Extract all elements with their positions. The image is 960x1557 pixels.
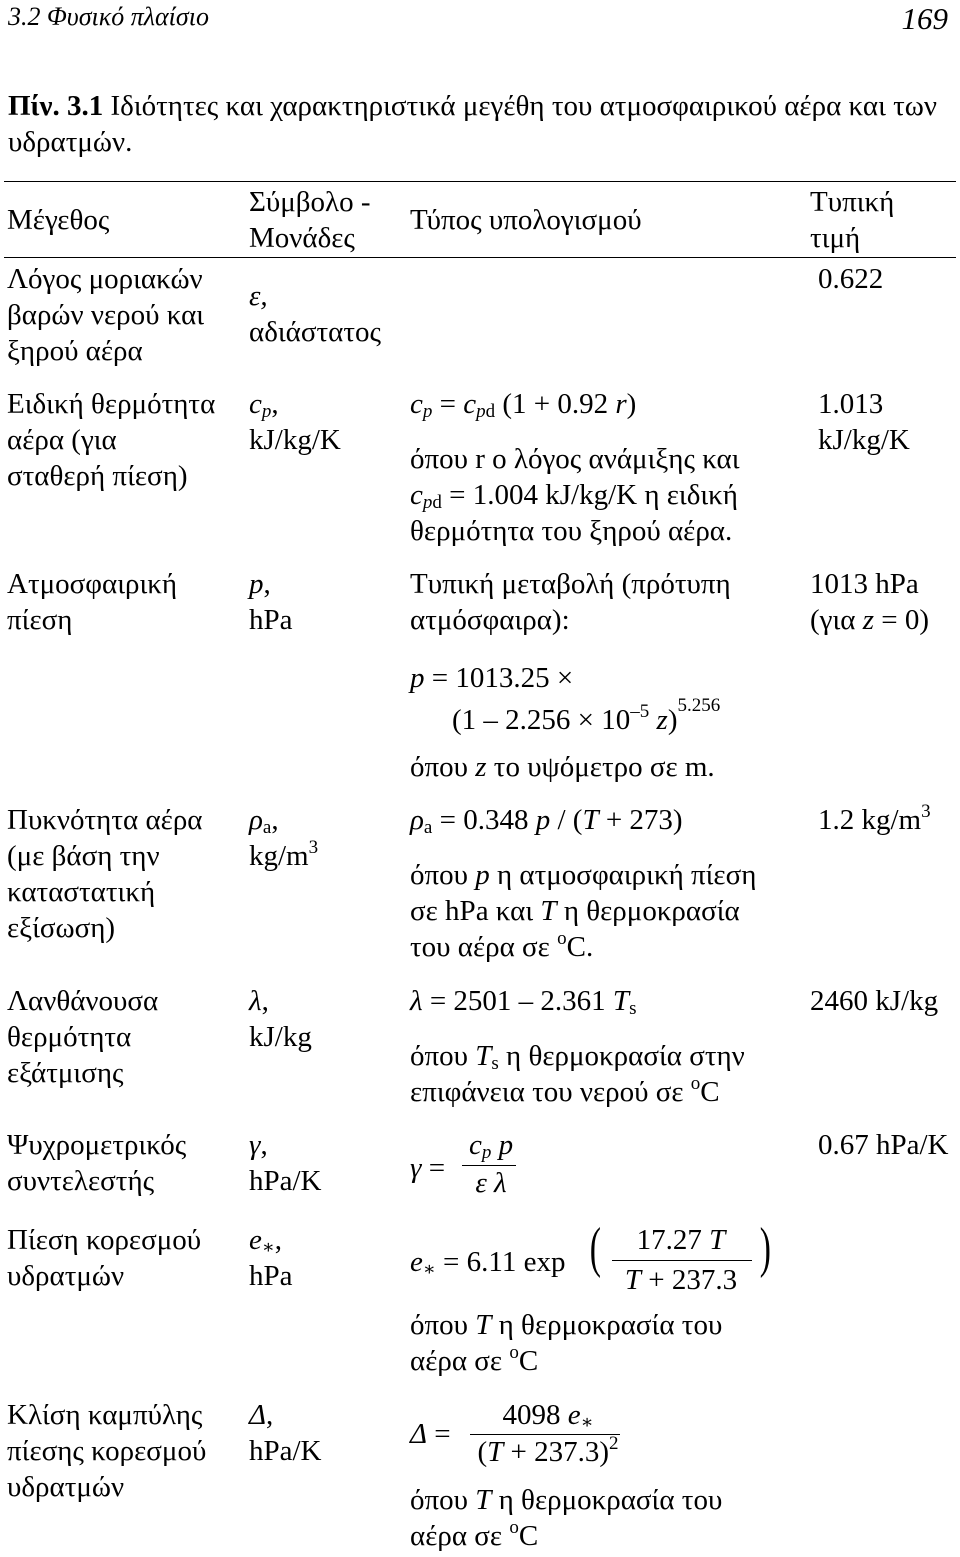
row3-f-line1: Τυπική μεταβολή (πρότυπη [410, 568, 731, 600]
row4-formula-eq: $\rho_a = 0.348$ p / (T + 273) [410, 804, 683, 838]
row5-s-line2: kJ/kg [249, 1021, 312, 1053]
row6-formula-lhs: γ = [410, 1152, 446, 1184]
row7-left-paren: ( [589, 1217, 601, 1279]
row1-q-line1: Λόγος μοριακών [7, 263, 203, 295]
header-symbol-line2: Μονάδες [249, 222, 355, 254]
row7-formula-lhs: $e_∗ = 6.11$ exp [410, 1246, 566, 1280]
row8-frac-num: 4098 $e_∗$ [502, 1399, 594, 1433]
row7-frac-bar [612, 1260, 752, 1261]
row4-q-line3: καταστατική [7, 876, 156, 908]
row3-s-line1: p, [249, 568, 271, 600]
row2-formula-note1: όπου r ο λόγος ανάμιξης και [410, 443, 740, 475]
row4-value: 1.2 $kg/m^3$ [818, 801, 931, 836]
header-symbol [249, 184, 371, 256]
row5-q-line1: Λανθάνουσα [7, 985, 159, 1017]
row4-s-unit: kg/m [249, 840, 309, 872]
row7-q-line1: Πίεση κορεσμού [7, 1224, 202, 1256]
row1-value: 0.622 [818, 263, 884, 295]
row8-q-line1: Κλίση καμπύλης [7, 1399, 203, 1431]
caption-label: Πίν. 3.1 [8, 90, 104, 122]
row8-q-line2: πίεσης κορεσμού [7, 1435, 207, 1467]
row2-formula-note3: θερμότητα του ξηρού αέρα. [410, 515, 733, 547]
row2-q-line2: αέρα (για [7, 424, 117, 456]
row6-frac-num: $c_p$ p [468, 1129, 514, 1163]
row6-value: 0.67 hPa/K [818, 1129, 949, 1161]
row8-frac-den: $(T + 237.3)^2$ [477, 1433, 619, 1468]
table-caption [8, 88, 953, 160]
row7-note-line1: όπου T η θερμοκρασία του [410, 1309, 723, 1341]
row5-eq-text: = 2501 – 2.361 [429, 985, 606, 1017]
row7-den-text: + 237.3 [648, 1264, 738, 1296]
row2-formula-eq: $c_p = c_{pd}$ (1 + 0.92 r) [410, 388, 637, 422]
row3-quantity [7, 566, 177, 638]
row6-s-line1: γ, [249, 1129, 268, 1161]
row6-q-line2: συντελεστής [7, 1165, 155, 1197]
row5-value: 2460 kJ/kg [810, 985, 939, 1017]
row8-s-line2: hPa/K [249, 1435, 322, 1467]
row2-value [818, 386, 910, 458]
row5-q-line3: εξάτμισης [7, 1057, 124, 1089]
row8-den-text: + 237.3) [510, 1436, 610, 1468]
row3-eq2-exp: –5 [630, 701, 650, 722]
row4-q-line4: εξίσωση) [7, 912, 116, 944]
row3-q-line2: πίεση [7, 604, 73, 636]
row3-formula-text [410, 566, 731, 638]
row8-note-line1: όπου T η θερμοκρασία του [410, 1484, 723, 1516]
row2-formula-note2: $c_{pd} = 1.004$ kJ/kg/K η ειδική [410, 479, 738, 513]
row3-eq2-text: (1 – 2.256 × 10 [452, 704, 631, 736]
row1-s-line2: αδιάστατος [249, 316, 381, 348]
row3-eq1-text: = 1013.25 × [431, 662, 574, 694]
row2-note2-text: = 1.004 kJ/kg/K η ειδική [449, 479, 738, 511]
row8-note-line2: αέρα σε $^o$C [410, 1517, 539, 1552]
row2-v-line2: kJ/kg/K [818, 424, 910, 456]
row7-s-line1: $e_∗$, [249, 1224, 283, 1258]
row8-num-text: 4098 [502, 1399, 561, 1431]
header-value-line2: τιμή [810, 222, 861, 254]
row2-s-line1: $c_p$, [249, 388, 279, 422]
row7-eq-text: = 6.11 exp [443, 1246, 566, 1278]
table-top-rule [4, 181, 956, 182]
row4-symbol [249, 802, 318, 874]
header-quantity: Μέγεθος [7, 204, 110, 236]
row2-s-line2: kJ/kg/K [249, 424, 341, 456]
section-header: 3.2 Φυσικό πλαίσιο [8, 2, 209, 31]
row6-symbol [249, 1127, 322, 1199]
row2-symbol [249, 386, 341, 458]
row2-q-line1: Ειδική θερμότητα [7, 388, 216, 420]
row1-q-line2: βαρών νερού και [7, 299, 205, 331]
row7-s-line2: hPa [249, 1260, 293, 1292]
row4-q-line2: (με βάση την [7, 840, 160, 872]
row7-note-line2: αέρα σε $^o$C [410, 1342, 539, 1377]
row1-q-line3: ξηρού αέρα [7, 335, 143, 367]
row7-frac-num: 17.27 T [636, 1224, 726, 1256]
row3-eq2-exp2: 5.256 [677, 695, 721, 716]
row7-quantity [7, 1222, 201, 1294]
row2-v-line1: 1.013 [818, 388, 884, 420]
row6-quantity [7, 1127, 186, 1199]
row3-q-line1: Ατμοσφαιρική [7, 568, 178, 600]
row7-formula-note [410, 1307, 722, 1379]
row5-formula-note [410, 1038, 745, 1110]
row5-q-line2: θερμότητα [7, 1021, 132, 1053]
row4-s-line2: $kg/m^3$ [249, 837, 319, 872]
row2-quantity [7, 386, 215, 494]
header-value-line1: Τυπική [810, 186, 895, 218]
row7-right-paren: ) [759, 1217, 771, 1279]
row8-symbol [249, 1397, 322, 1469]
row3-v-line1: 1013 hPa [810, 568, 919, 600]
row4-note-line1: όπου p η ατμοσφαιρική πίεση [410, 859, 757, 891]
row8-quantity [7, 1397, 206, 1505]
row3-value [810, 566, 929, 638]
row4-q-line1: Πυκνότητα αέρα [7, 804, 203, 836]
row5-formula-eq: λ = 2501 – 2.361 $T_s$ [410, 985, 637, 1019]
row6-s-line2: hPa/K [249, 1165, 322, 1197]
row3-v-line2: (για z = 0) [810, 604, 930, 636]
row5-symbol [249, 983, 312, 1055]
row6-q-line1: Ψυχρομετρικός [7, 1129, 187, 1161]
row5-note-line2: επιφάνεια του νερού σε $^o$C [410, 1073, 720, 1108]
row5-note-line1: όπου $T_s$ η θερμοκρασία στην [410, 1040, 745, 1074]
row4-note-line3: του αέρα σε $^o$C. [410, 928, 594, 963]
row4-quantity [7, 802, 202, 946]
row8-q-line3: υδρατμών [7, 1471, 125, 1503]
row5-s-line1: λ, [249, 985, 269, 1017]
caption-text: Ιδιότητες και χαρακτηριστικά μεγέθη του ατμοσφαιρικού αέρα και των υδρατμών. [8, 90, 937, 158]
row7-q-line2: υδρατμών [7, 1260, 125, 1292]
row3-formula-eq2: ($1 - 2.256 \times 10^{-5}$ z)$^{5.256}$ [452, 695, 721, 736]
header-formula: Τύπος υπολογισμού [410, 204, 642, 236]
header-symbol-line1: Σύμβολο - [249, 186, 371, 218]
row1-symbol [249, 278, 381, 350]
row6-frac-den: ε λ [475, 1167, 507, 1199]
row7-frac-den: T + 237.3 [624, 1264, 738, 1296]
row1-quantity [7, 261, 204, 369]
row4-v-text: 1.2 kg/m [818, 804, 922, 836]
row3-s-line2: hPa [249, 604, 293, 636]
row4-note-line2: σε hPa και T η θερμοκρασία [410, 895, 740, 927]
row3-symbol [249, 566, 293, 638]
row4-s-line1: $\rho_a$, [249, 804, 279, 838]
page-number: 169 [901, 1, 948, 36]
row5-quantity [7, 983, 158, 1091]
row3-formula-eq1: p = 1013.25 × [410, 662, 574, 694]
row2-q-line3: σταθερή πίεση) [7, 460, 188, 492]
row1-s-line1: ε, [249, 280, 268, 312]
table-header-rule [4, 257, 956, 258]
row7-symbol [249, 1222, 293, 1294]
row8-s-line1: Δ, [249, 1399, 274, 1431]
row7-num-text: 17.27 [636, 1224, 702, 1256]
row3-f-line2: ατμόσφαιρα): [410, 604, 570, 636]
row3-formula-note: όπου z το υψόμετρο σε m. [410, 751, 715, 783]
row8-formula-note [410, 1482, 722, 1554]
row4-formula-note [410, 857, 756, 965]
row8-formula-lhs: Δ = [410, 1418, 451, 1450]
header-value [810, 184, 894, 256]
